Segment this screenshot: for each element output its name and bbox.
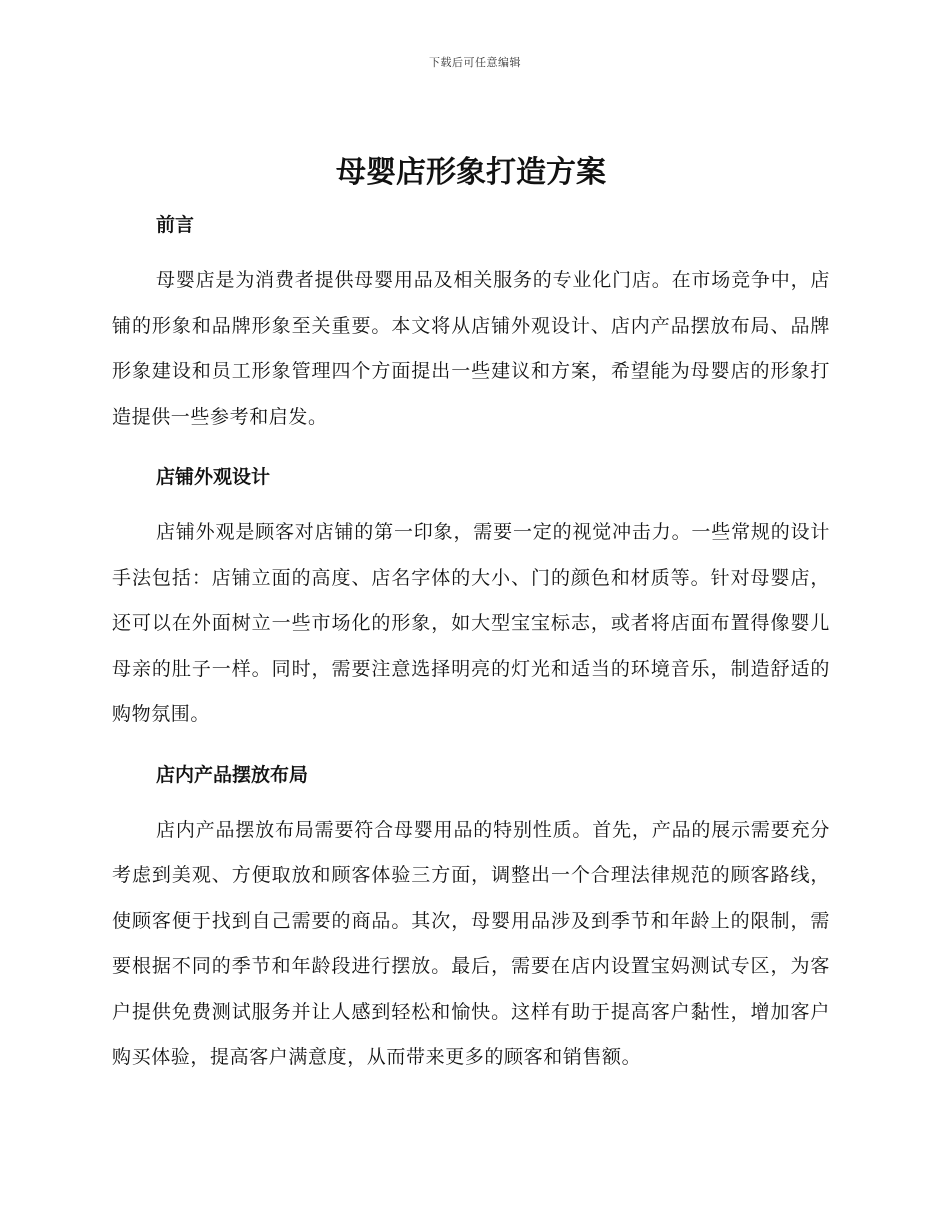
- section-paragraph-product-layout: 店内产品摆放布局需要符合母婴用品的特别性质。首先，产品的展示需要充分考虑到美观、方便取放和顾客体验三方面，调整出一个合理法律规范的顾客路线，使顾客便于找到自己需要的商品。其次，母婴用品涉及到季节和年龄上的限制，需要根据不同的季节和年龄段进行摆放。最后，需要在店内设置宝妈测试专区，为客户提供免费测试服务并让人感到轻松和愉快。这样有助于提高客户黏性，增加客户购买体验，提高客户满意度，从而带来更多的顾客和销售额。: [112, 818, 830, 1068]
- document-body: [112, 150, 830, 1081]
- section-heading-storefront-design: 店铺外观设计: [156, 466, 271, 488]
- document-title: 母婴店形象打造方案: [336, 155, 606, 190]
- section-paragraph-storefront-design: 店铺外观是顾客对店铺的第一印象，需要一定的视觉冲击力。一些常规的设计手法包括：店铺立面的高度、店名字体的大小、门的颜色和材质等。针对母婴店，还可以在外面树立一些市场化的形象，如大型宝宝标志，或者将店面布置得像婴儿母亲的肚子一样。同时，需要注意选择明亮的灯光和适当的环境音乐，制造舒适的购物氛围。: [112, 521, 830, 725]
- section-heading-product-layout: 店内产品摆放布局: [156, 763, 309, 786]
- section-paragraph-preface: 母婴店是为消费者提供母婴用品及相关服务的专业化门店。在市场竞争中，店铺的形象和品牌形象至关重要。本文将从店铺外观设计、店内产品摆放布局、品牌形象建设和员工形象管理四个方面提出一些建议和方案，希望能为母婴店的形象打造提供一些参考和启发。: [112, 269, 830, 428]
- section-heading-preface: 前言: [156, 214, 195, 236]
- page-header-note: 下载后可任意编辑: [429, 56, 521, 69]
